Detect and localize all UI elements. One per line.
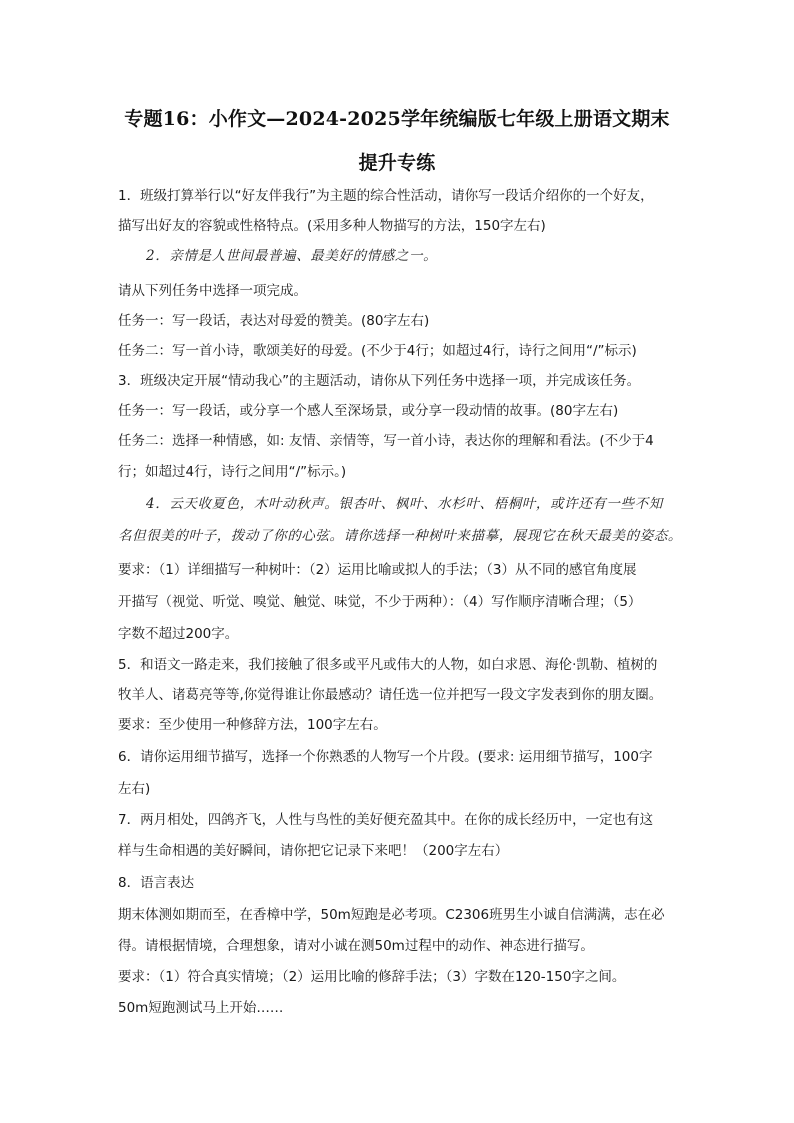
question-4-line-1: 4．云天收夏色，木叶动秋声。银杏叶、枫叶、水杉叶、梧桐叶，或许还有一些不知 [146,496,663,512]
question-2-prompt: 2．亲情是人世间最普遍、最美好的情感之一。 [146,248,438,264]
question-4-requirement-3: 字数不超过200字。 [118,626,239,642]
question-5-requirement: 要求：至少使用一种修辞方法，100字左右。 [118,717,387,733]
question-3-task-2-line-2: 行；如超过4行，诗行之间用“/”标示。) [118,464,347,480]
question-8-heading: 8．语言表达 [118,875,195,891]
question-2-task-2: 任务二：写一首小诗，歌颂美好的母爱。(不少于4行；如超过4行，诗行之间用“/”标示) [118,343,637,359]
question-8-scenario-line-1: 期末体测如期而至，在香樟中学，50m短跑是必考项。C2306班男生小诚自信满满，志在必 [118,907,665,923]
document-title-continued: 提升专练 [358,152,436,174]
question-7-line-1: 7．两月相处，四鸽齐飞，人性与鸟性的美好便充盈其中。在你的成长经历中，一定也有这 [118,812,654,828]
question-2-instruction: 请从下列任务中选择一项完成。 [118,283,307,299]
question-4-requirement-2: 开描写（视觉、听觉、嗅觉、触觉、味觉，不少于两种）：（4）写作顺序清晰合理；（5） [118,594,642,610]
question-6-line-2: 左右) [118,781,151,797]
question-6-line-1: 6．请你运用细节描写，选择一个你熟悉的人物写一个片段。(要求: 运用细节描写，100字 [118,749,653,765]
question-7-line-2: 样与生命相遇的美好瞬间，请你把它记录下来吧！（200字左右） [118,843,509,859]
question-2-task-1: 任务一：写一段话，表达对母爱的赞美。(80字左右) [118,313,430,329]
question-1-line-1: 1．班级打算举行以“好友伴我行”为主题的综合性活动，请你写一段话介绍你的一个好友， [118,188,654,204]
question-8-starter: 50m短跑测试马上开始…… [118,1000,284,1016]
question-3-task-2-line-1: 任务二：选择一种情感，如: 友情、亲情等，写一首小诗，表达你的理解和看法。(不少于4 [118,433,654,449]
question-8-scenario-line-2: 得。请根据情境，合理想象，请对小诚在测50m过程中的动作、神态进行描写。 [118,938,594,954]
document-title: 专题16：小作文—2024-2025学年统编版七年级上册语文期末 [124,108,670,130]
question-5-line-1: 5．和语文一路走来，我们接触了很多或平凡或伟大的人物，如白求恩、海伦·凯勒、植树的 [118,657,658,673]
question-8-requirement: 要求：（1）符合真实情境；（2）运用比喻的修辞手法；（3）字数在120-150字之间。 [118,969,626,985]
question-1-line-2: 描写出好友的容貌或性格特点。(采用多种人物描写的方法，150字左右) [118,218,546,234]
question-3-task-1: 任务一：写一段话，或分享一个感人至深场景，或分享一段动情的故事。(80字左右) [118,403,619,419]
question-5-line-2: 牧羊人、诸葛亮等等,你觉得谁让你最感动？请任选一位并把写一段文字发表到你的朋友圈。 [118,687,663,703]
question-4-line-2: 名但很美的叶子，拨动了你的心弦。请你选择一种树叶来描摹，展现它在秋天最美的姿态。 [118,528,682,544]
question-4-requirement-1: 要求：（1）详细描写一种树叶：（2）运用比喻或拟人的手法；（3）从不同的感官角度展 [118,562,637,578]
question-3-line-1: 3．班级决定开展“情动我心”的主题活动，请你从下列任务中选择一项，并完成该任务。 [118,373,641,389]
